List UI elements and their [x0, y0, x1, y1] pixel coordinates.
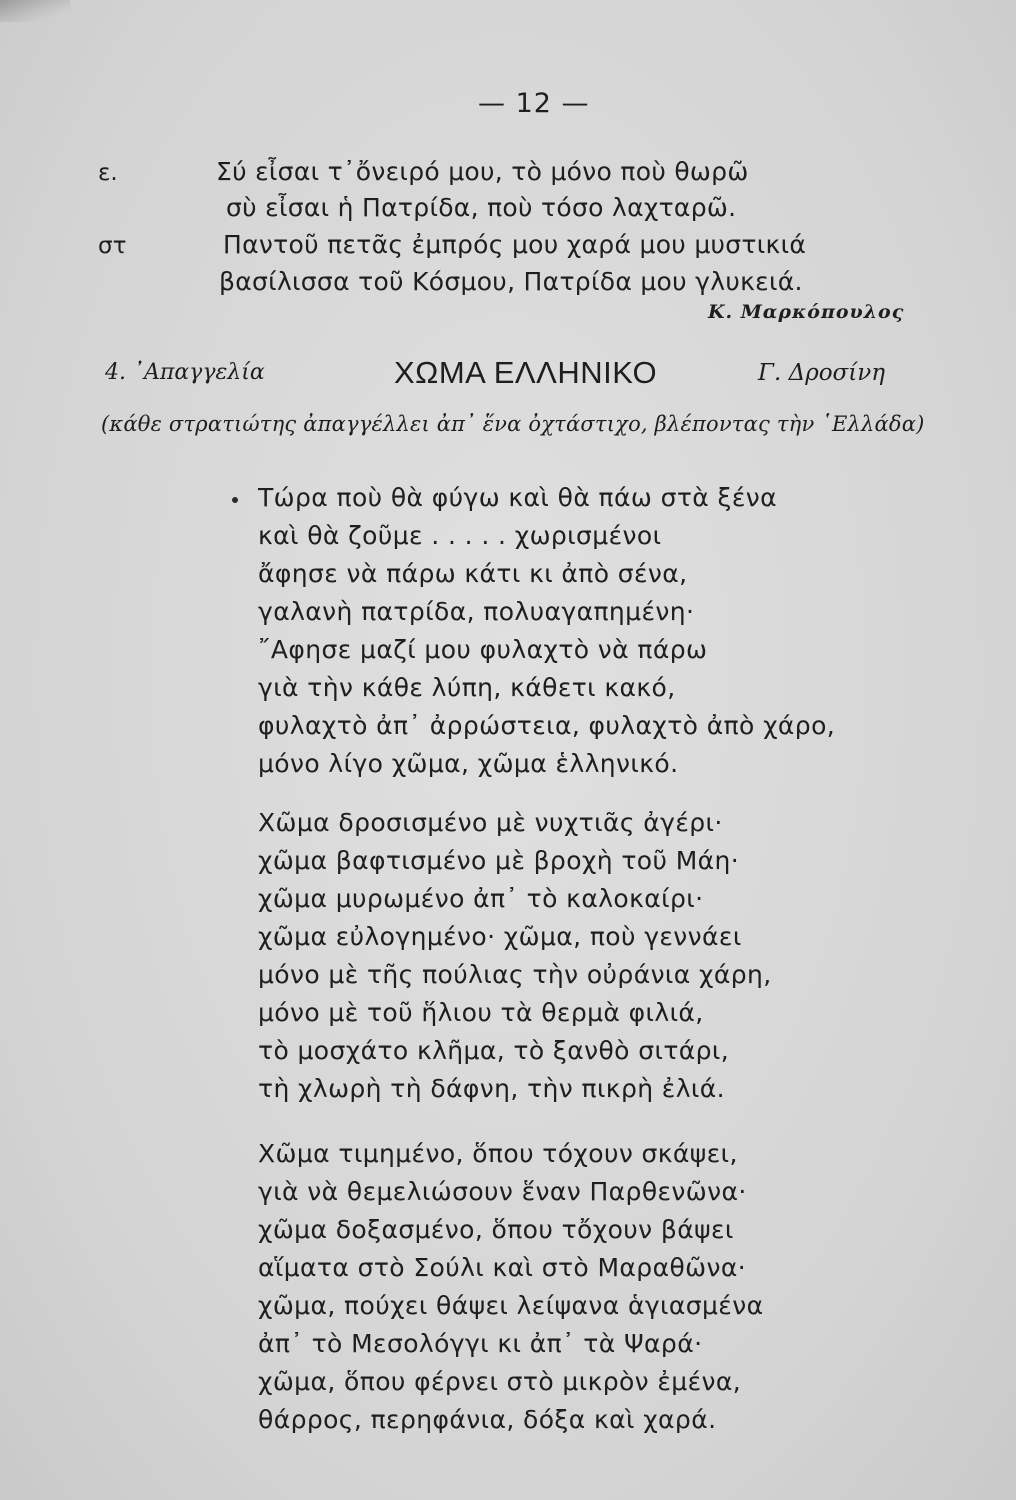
poem-line: Χῶμα δροσισμένο μὲ νυχτιᾶς ἀγέρι· — [258, 808, 723, 837]
poem-line: ἄφησε νὰ πάρω κάτι κι ἀπὸ σένα, — [258, 559, 688, 588]
poem-line: μόνο λίγο χῶμα, χῶμα ἑλληνικό. — [258, 749, 679, 778]
poem-line: γαλανὴ πατρίδα, πολυαγαπημένη· — [258, 597, 695, 626]
bullet-mark — [232, 497, 238, 503]
poem-line: χῶμα, πούχει θάψει λείψανα ἁγιασμένα — [258, 1291, 764, 1320]
program-item-label: 4. ᾿Απαγγελία — [105, 360, 265, 385]
poem-line: φυλαχτὸ ἀπ᾽ ἀρρώστεια, φυλαχτὸ ἀπὸ χάρο, — [258, 711, 836, 740]
stanza-mark-st: στ — [98, 233, 127, 259]
page-number: — 12 — — [478, 88, 590, 119]
previous-poem-line: σὺ εἶσαι ἡ Πατρίδα, ποὺ τόσο λαχταρῶ. — [226, 193, 737, 222]
poem-line: ῎Αφησε μαζί μου φυλαχτὸ νὰ πάρω — [258, 635, 708, 664]
poem-line: τὸ μοσχάτο κλῆμα, τὸ ξανθὸ σιτάρι, — [258, 1036, 730, 1065]
previous-poem-line: Παντοῦ πετᾶς ἐμπρός μου χαρά μου μυστικιά — [223, 230, 807, 259]
poem-line: χῶμα, ὅπου φέρνει στὸ μικρὸν ἐμένα, — [258, 1367, 742, 1396]
poem-line: μόνο μὲ τῆς πούλιας τὴν οὐράνια χάρη, — [258, 960, 772, 989]
poem-line: γιὰ νὰ θεμελιώσουν ἕναν Παρθενῶνα· — [258, 1177, 747, 1206]
poem-line: χῶμα μυρωμένο ἀπ᾽ τὸ καλοκαίρι· — [258, 884, 704, 913]
stanza-mark-e: ε. — [98, 160, 118, 186]
poem-line: μόνο μὲ τοῦ ἥλιου τὰ θερμὰ φιλιά, — [258, 998, 704, 1027]
poem-line: αἵματα στὸ Σούλι καὶ στὸ Μαραθῶνα· — [258, 1253, 747, 1282]
previous-poem-line: Σύ εἶσαι τ᾽ὄνειρό μου, τὸ μόνο ποὺ θωρῶ — [216, 157, 749, 186]
recitation-instruction: (κάθε στρατιώτης ἀπαγγέλλει ἀπ᾽ ἕνα ὀχτάστιχο, βλέποντας τὴν ῾Ελλάδα) — [101, 412, 925, 436]
previous-poem-line: βασίλισσα τοῦ Κόσμου, Πατρίδα μου γλυκειά. — [219, 267, 803, 296]
poem-title: ΧΩΜΑ ΕΛΛΗΝΙΚΟ — [394, 355, 658, 390]
poet-name: Γ. Δροσίνη — [758, 360, 886, 386]
poem-line: χῶμα δοξασμένο, ὅπου τὄχουν βάψει — [258, 1215, 734, 1244]
poem-line: Τώρα ποὺ θὰ φύγω καὶ θὰ πάω στὰ ξένα — [258, 483, 777, 512]
poem-line: καὶ θὰ ζοῦμε . . . . . χωρισμένοι — [258, 521, 662, 550]
poem-line: θάρρος, περηφάνια, δόξα καὶ χαρά. — [258, 1405, 717, 1434]
poem-line: χῶμα βαφτισμένο μὲ βροχὴ τοῦ Μάη· — [258, 846, 740, 875]
poem-line: Χῶμα τιμημένο, ὅπου τόχουν σκάψει, — [258, 1139, 738, 1168]
previous-poem-author: Κ. Μαρκόπουλος — [708, 301, 905, 323]
poem-line: τὴ χλωρὴ τὴ δάφνη, τὴν πικρὴ ἐλιά. — [258, 1074, 725, 1103]
poem-line: χῶμα εὐλογημένο· χῶμα, ποὺ γεννάει — [258, 922, 742, 951]
poem-line: γιὰ τὴν κάθε λύπη, κάθετι κακό, — [258, 673, 676, 702]
poem-line: ἀπ᾽ τὸ Μεσολόγγι κι ἀπ᾽ τὰ Ψαρά· — [258, 1329, 703, 1358]
page-corner-fold — [0, 0, 70, 22]
